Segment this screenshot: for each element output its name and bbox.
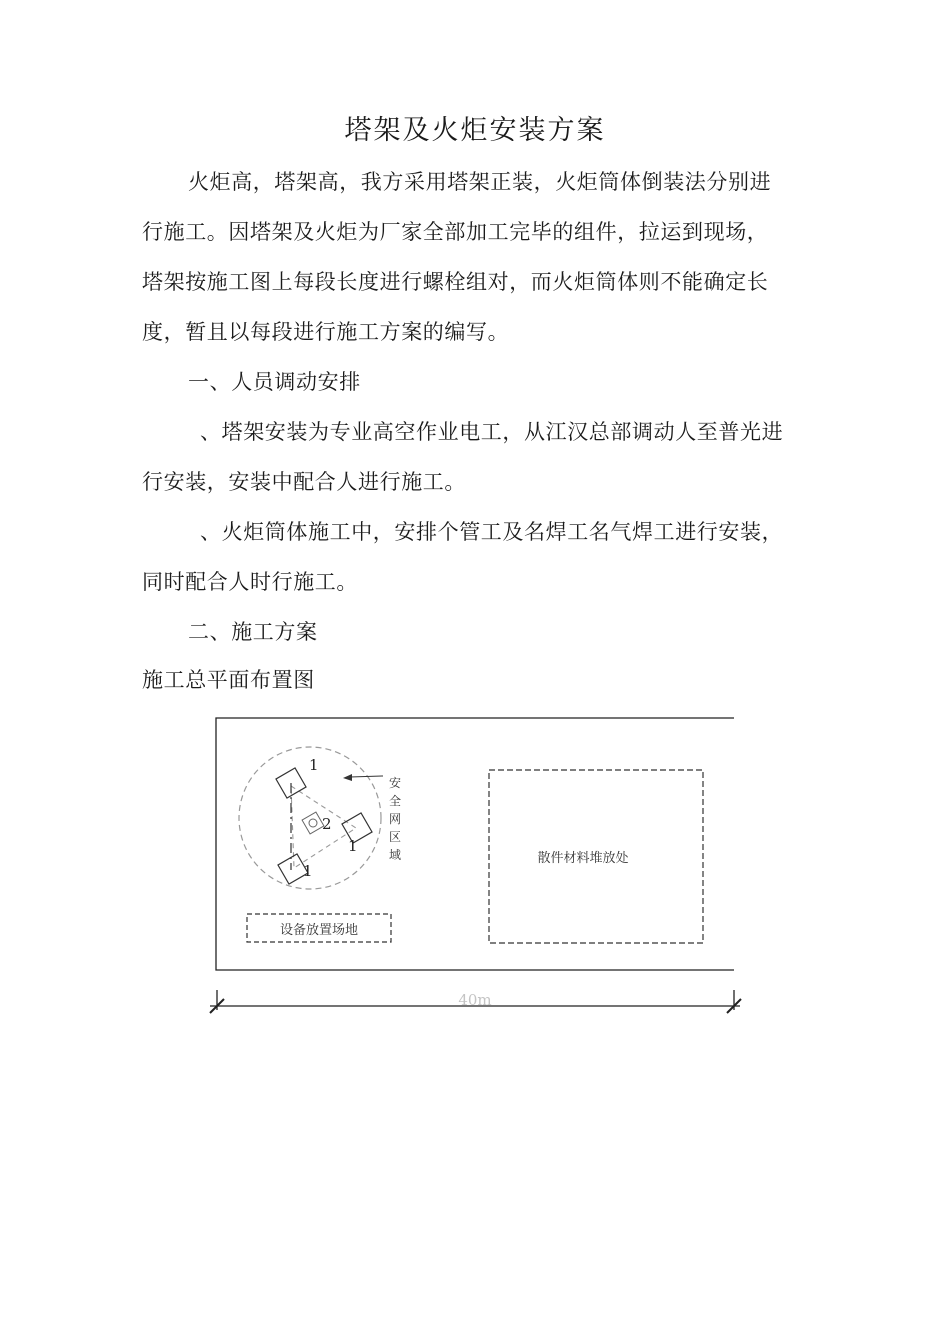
label-foundation-top: 1: [309, 756, 319, 774]
paragraph-line-3: 塔架按施工图上每段长度进行螺栓组对，而火炬筒体则不能确定长: [142, 270, 769, 294]
label-flare: 2: [322, 815, 332, 833]
dimension-label: 40m: [458, 991, 492, 1009]
equipment-area-label: 设备放置场地: [279, 923, 359, 938]
section-heading-personnel: 一、人员调动安排: [188, 370, 361, 394]
label-foundation-right: 1: [348, 837, 358, 855]
document-title: 塔架及火炬安装方案: [344, 115, 606, 146]
safety-net-char-5: 域: [389, 848, 402, 862]
safety-net-arrowhead: [343, 774, 352, 781]
flare-center-circle: [309, 819, 317, 827]
paragraph-line-4: 度，暂且以每段进行施工方案的编写。: [142, 320, 510, 344]
flare-center-square: [302, 812, 324, 834]
paragraph-line-7: 行安装，安装中配合人进行施工。: [142, 470, 466, 494]
label-foundation-bottom: 1: [303, 862, 313, 880]
section-heading-plan: 二、施工方案: [188, 620, 318, 644]
paragraph-line-8: 、火炬筒体施工中，安排个管工及名焊工名气焊工进行安装，: [200, 520, 784, 544]
safety-net-char-3: 网: [389, 812, 402, 826]
safety-net-char-4: 区: [389, 830, 402, 844]
paragraph-line-9: 同时配合人时行施工。: [142, 570, 358, 594]
safety-net-char-2: 全: [389, 794, 402, 808]
safety-net-char-1: 安: [389, 776, 402, 790]
paragraph-line-2: 行施工。因塔架及火炬为厂家全部加工完毕的组件，拉运到现场，: [142, 220, 769, 244]
paragraph-line-1: 火炬高，塔架高，我方采用塔架正装，火炬筒体倒装法分别进: [188, 170, 772, 194]
paragraph-line-6: 、塔架安装为专业高空作业电工，从江汉总部调动人至普光进: [200, 420, 784, 444]
material-storage-label: 散件材料堆放处: [537, 851, 629, 866]
safety-net-leader: [350, 776, 383, 777]
figure-caption: 施工总平面布置图: [142, 668, 315, 692]
